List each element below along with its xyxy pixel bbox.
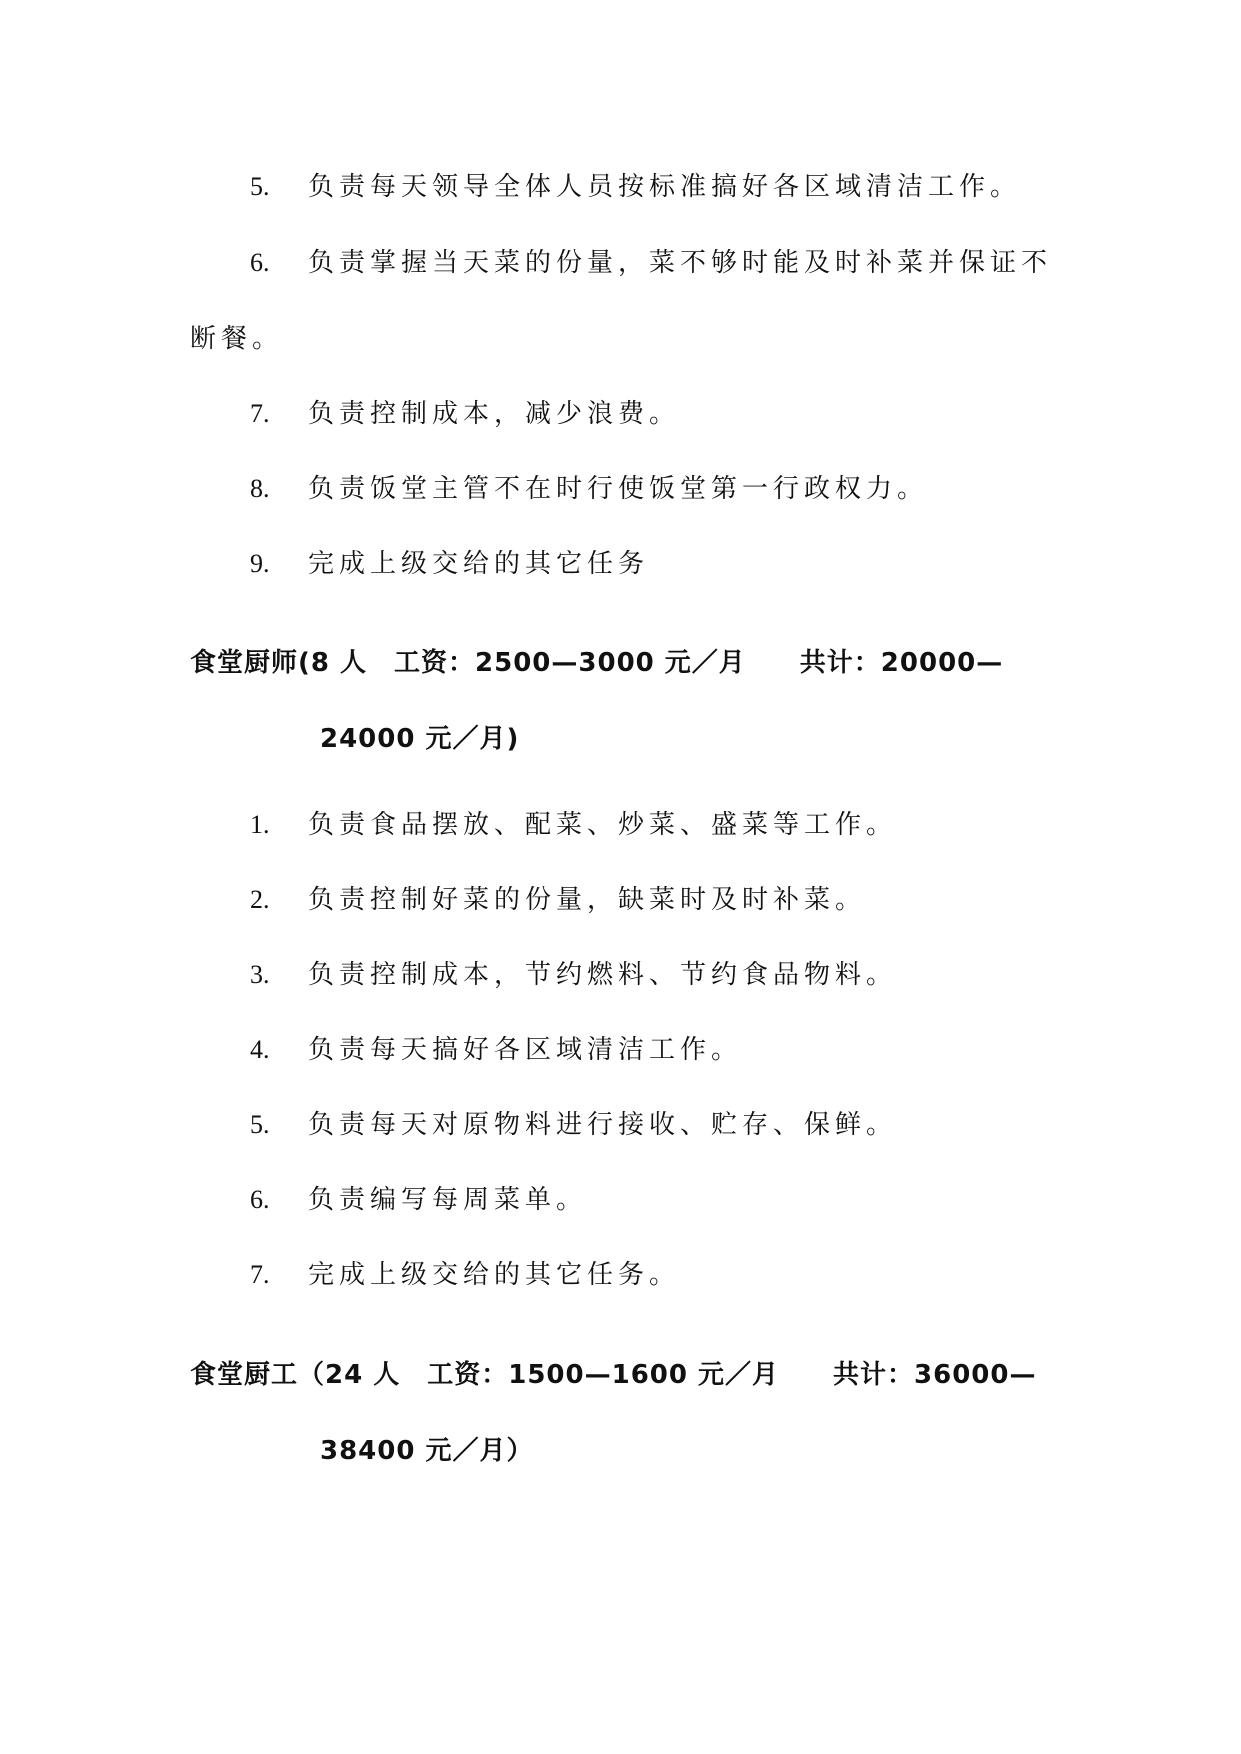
item-number: 8.	[250, 474, 270, 503]
item-text: 负责控制成本，减少浪费。	[308, 399, 681, 429]
list-item	[250, 170, 1021, 204]
item-number: 4.	[250, 1035, 270, 1064]
list-item	[250, 808, 897, 842]
item-number: 6.	[250, 248, 270, 277]
list-item	[250, 1183, 587, 1217]
item-number: 2.	[250, 885, 270, 914]
item-text: 断餐。	[190, 324, 284, 354]
item-text: 负责每天搞好各区域清洁工作。	[308, 1035, 743, 1065]
section-heading-chef-cont: 24000 元／月)	[320, 724, 520, 754]
list-item	[250, 883, 866, 917]
list-item	[250, 472, 928, 506]
item-text: 负责掌握当天菜的份量，菜不够时能及时补菜并保证不	[308, 248, 1053, 278]
list-item	[250, 246, 1052, 280]
section-heading-kitchen-worker-cont: 38400 元／月）	[320, 1436, 534, 1466]
list-item	[250, 1108, 897, 1142]
item-text: 负责每天领导全体人员按标准搞好各区域清洁工作。	[308, 172, 1022, 202]
item-text: 负责控制成本，节约燃料、节约食品物料。	[308, 960, 898, 990]
section-heading-kitchen-worker: 食堂厨工（24 人 工资：1500—1600 元／月 共计：36000—	[190, 1360, 1037, 1390]
item-text: 负责食品摆放、配菜、炒菜、盛菜等工作。	[308, 810, 898, 840]
list-item	[250, 547, 649, 581]
item-number: 5.	[250, 1110, 270, 1139]
list-item	[250, 1033, 742, 1067]
item-text: 负责每天对原物料进行接收、贮存、保鲜。	[308, 1110, 898, 1140]
list-item-continuation	[190, 322, 283, 356]
item-number: 3.	[250, 960, 270, 989]
item-text: 负责饭堂主管不在时行使饭堂第一行政权力。	[308, 474, 929, 504]
list-item	[250, 958, 897, 992]
item-number: 5.	[250, 172, 270, 201]
section-heading-chef: 食堂厨师(8 人 工资：2500—3000 元／月 共计：20000—	[190, 648, 1004, 678]
item-text: 负责编写每周菜单。	[308, 1185, 588, 1215]
item-text: 完成上级交给的其它任务	[308, 549, 650, 579]
list-item	[250, 397, 680, 431]
item-number: 7.	[250, 399, 270, 428]
item-number: 6.	[250, 1185, 270, 1214]
item-number: 9.	[250, 549, 270, 578]
item-number: 7.	[250, 1260, 270, 1289]
item-text: 负责控制好菜的份量，缺菜时及时补菜。	[308, 885, 867, 915]
item-text: 完成上级交给的其它任务。	[308, 1260, 681, 1290]
list-item	[250, 1258, 680, 1292]
item-number: 1.	[250, 810, 270, 839]
